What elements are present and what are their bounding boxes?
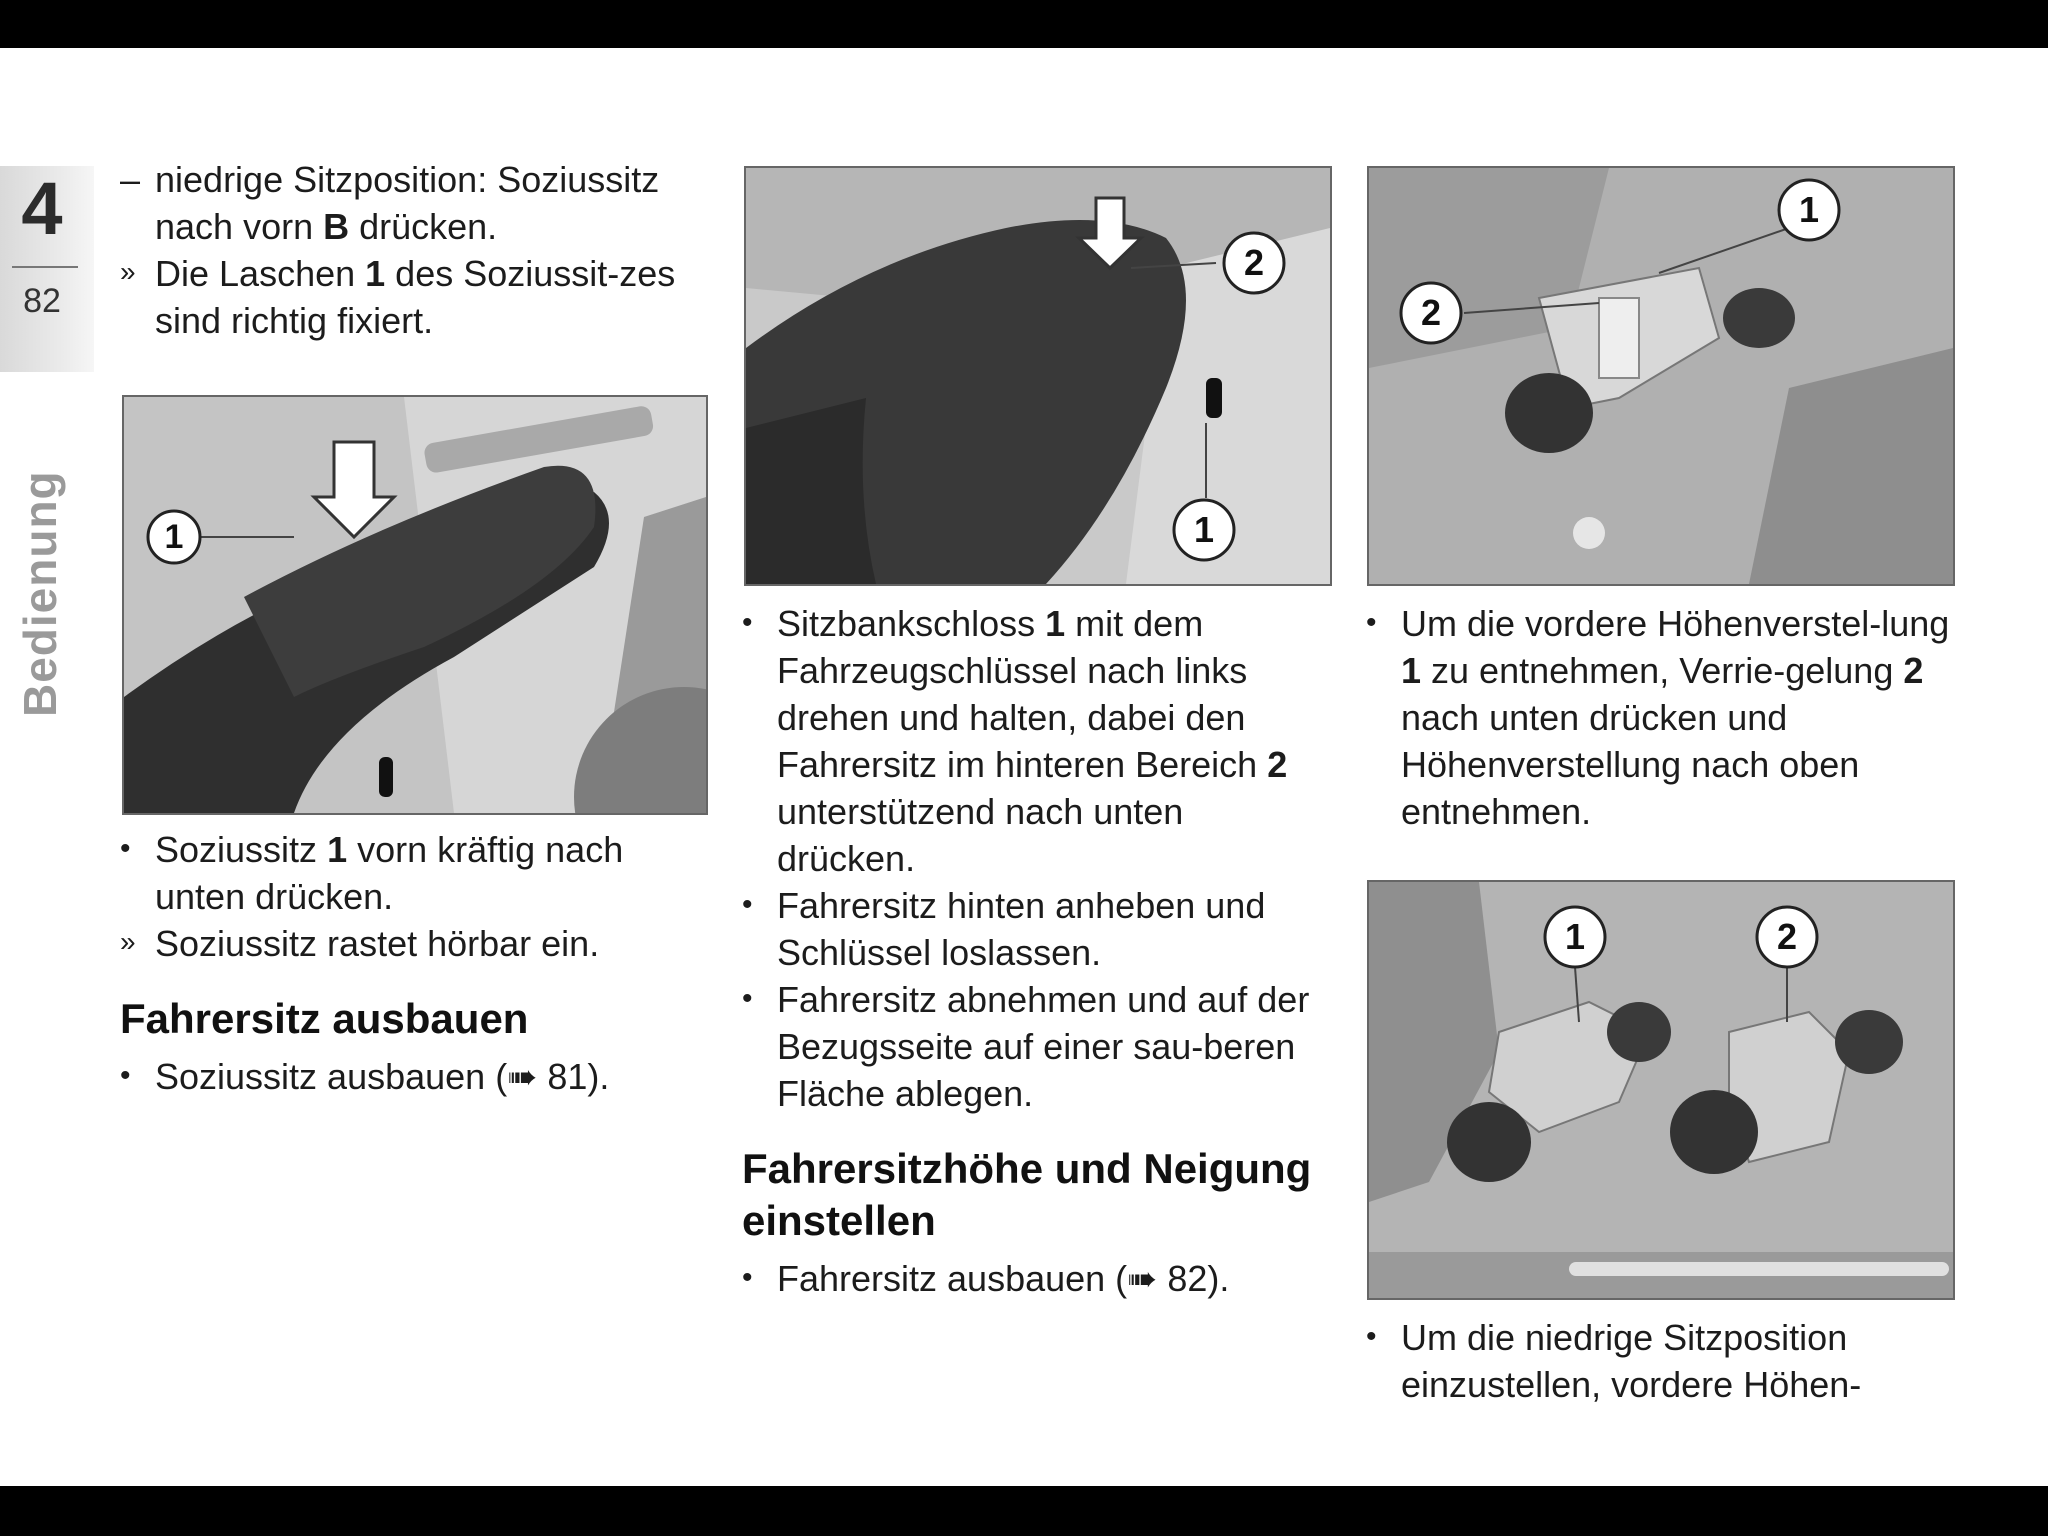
column-2 [742, 600, 1327, 1302]
bullet-marker: • [120, 832, 131, 865]
steps-list-2 [742, 1255, 1327, 1302]
bullet-marker: • [1366, 606, 1377, 639]
bullet-marker: • [742, 888, 753, 921]
callout-label: 1 [1798, 189, 1820, 230]
item-text: Soziussitz ausbauen (➠ 81). [155, 1056, 610, 1097]
bottom-bar [0, 1486, 2048, 1536]
callout-label: 2 [1776, 916, 1798, 957]
bullet-marker: • [1366, 1320, 1377, 1353]
callout-label: 1 [164, 518, 184, 556]
list-item [742, 1255, 1327, 1302]
list-item [120, 156, 710, 250]
callout-ref: 1 [365, 253, 386, 294]
bullet-marker: • [742, 606, 753, 639]
figure-passenger-seat [122, 395, 708, 815]
callout-ref: 2 [1267, 744, 1288, 785]
callout-ref: 2 [1903, 650, 1924, 691]
item-text: Soziussitz rastet hörbar ein. [155, 923, 600, 964]
item-text: mit dem Fahrzeugschlüssel nach links drehen und halten, dabei den Fahrersitz im hinteren Bereich [777, 603, 1268, 785]
callout-ref: 1 [1045, 603, 1066, 644]
list-item [120, 920, 710, 967]
page-number: 82 [23, 282, 61, 320]
callout-label: 2 [1243, 242, 1265, 283]
list-item [120, 250, 710, 344]
callout-label: 1 [1564, 916, 1586, 957]
item-text: vorn kräftig nach unten drücken. [155, 829, 624, 917]
item-text: niedrige Sitzposition: Soziussitz nach vorn [155, 159, 660, 247]
list-item [742, 882, 1327, 976]
item-text: Fahrersitz ausbauen (➠ 82). [777, 1258, 1230, 1299]
item-text: Um die vordere Höhenverstel-lung [1401, 603, 1950, 644]
item-text: Fahrersitz abnehmen und auf der Bezugsseite auf einer sau-beren Fläche ablegen. [777, 979, 1310, 1114]
bullet-marker: • [742, 982, 753, 1015]
bullet-marker: • [742, 1261, 753, 1294]
item-text: nach unten drücken und Höhenverstellung nach oben entnehmen. [1401, 697, 1860, 832]
figure-height-positions [1367, 880, 1955, 1300]
figure-height-adjuster [1367, 166, 1955, 586]
chapter-tab [0, 166, 94, 372]
callout-ref: B [323, 206, 350, 247]
callout-ref: 1 [1401, 650, 1422, 691]
callout-label: 1 [1193, 509, 1215, 550]
intro-list [120, 156, 710, 344]
column-3-lower [1366, 1314, 1956, 1408]
steps-list [742, 600, 1327, 1117]
callout-label: 2 [1420, 292, 1442, 333]
item-text: Soziussitz [155, 829, 328, 870]
list-item [120, 1053, 710, 1100]
callout-ref: 1 [327, 829, 348, 870]
steps-list [1366, 600, 1956, 835]
steps-list-2 [1366, 1314, 1956, 1408]
result-marker: » [120, 926, 136, 957]
item-text: Sitzbankschloss [777, 603, 1046, 644]
list-item [742, 600, 1327, 882]
list-item [742, 976, 1327, 1117]
item-text: zu entnehmen, Verrie-gelung [1421, 650, 1904, 691]
bullet-marker: • [120, 1059, 131, 1092]
result-marker: » [120, 256, 136, 287]
steps-list [120, 1053, 710, 1100]
column-1-lower [120, 826, 710, 1100]
heading-remove-driver-seat: Fahrersitz ausbauen [120, 995, 529, 1042]
item-text: Die Laschen [155, 253, 366, 294]
item-text: des Soziussit-zes sind richtig fixiert. [155, 253, 676, 341]
dash-marker: – [120, 159, 141, 200]
list-item [1366, 1314, 1956, 1408]
item-text: Um die niedrige Sitzposition einzustellen, vordere Höhen- [1401, 1317, 1862, 1405]
top-bar [0, 0, 2048, 48]
item-text: unterstützend nach unten drücken. [777, 791, 1184, 879]
figure-driver-seat [744, 166, 1332, 586]
section-label: Bedienung [14, 470, 66, 717]
list-item [120, 826, 710, 920]
heading-adjust-seat-height: Fahrersitzhöhe und Neigung einstellen [742, 1145, 1312, 1244]
item-text: drücken. [349, 206, 498, 247]
column-1 [120, 156, 710, 344]
chapter-divider [12, 266, 78, 268]
column-3 [1366, 600, 1956, 835]
after-list [120, 826, 710, 967]
chapter-number: 4 [21, 167, 63, 250]
list-item [1366, 600, 1956, 835]
item-text: Fahrersitz hinten anheben und Schlüssel loslassen. [777, 885, 1266, 973]
